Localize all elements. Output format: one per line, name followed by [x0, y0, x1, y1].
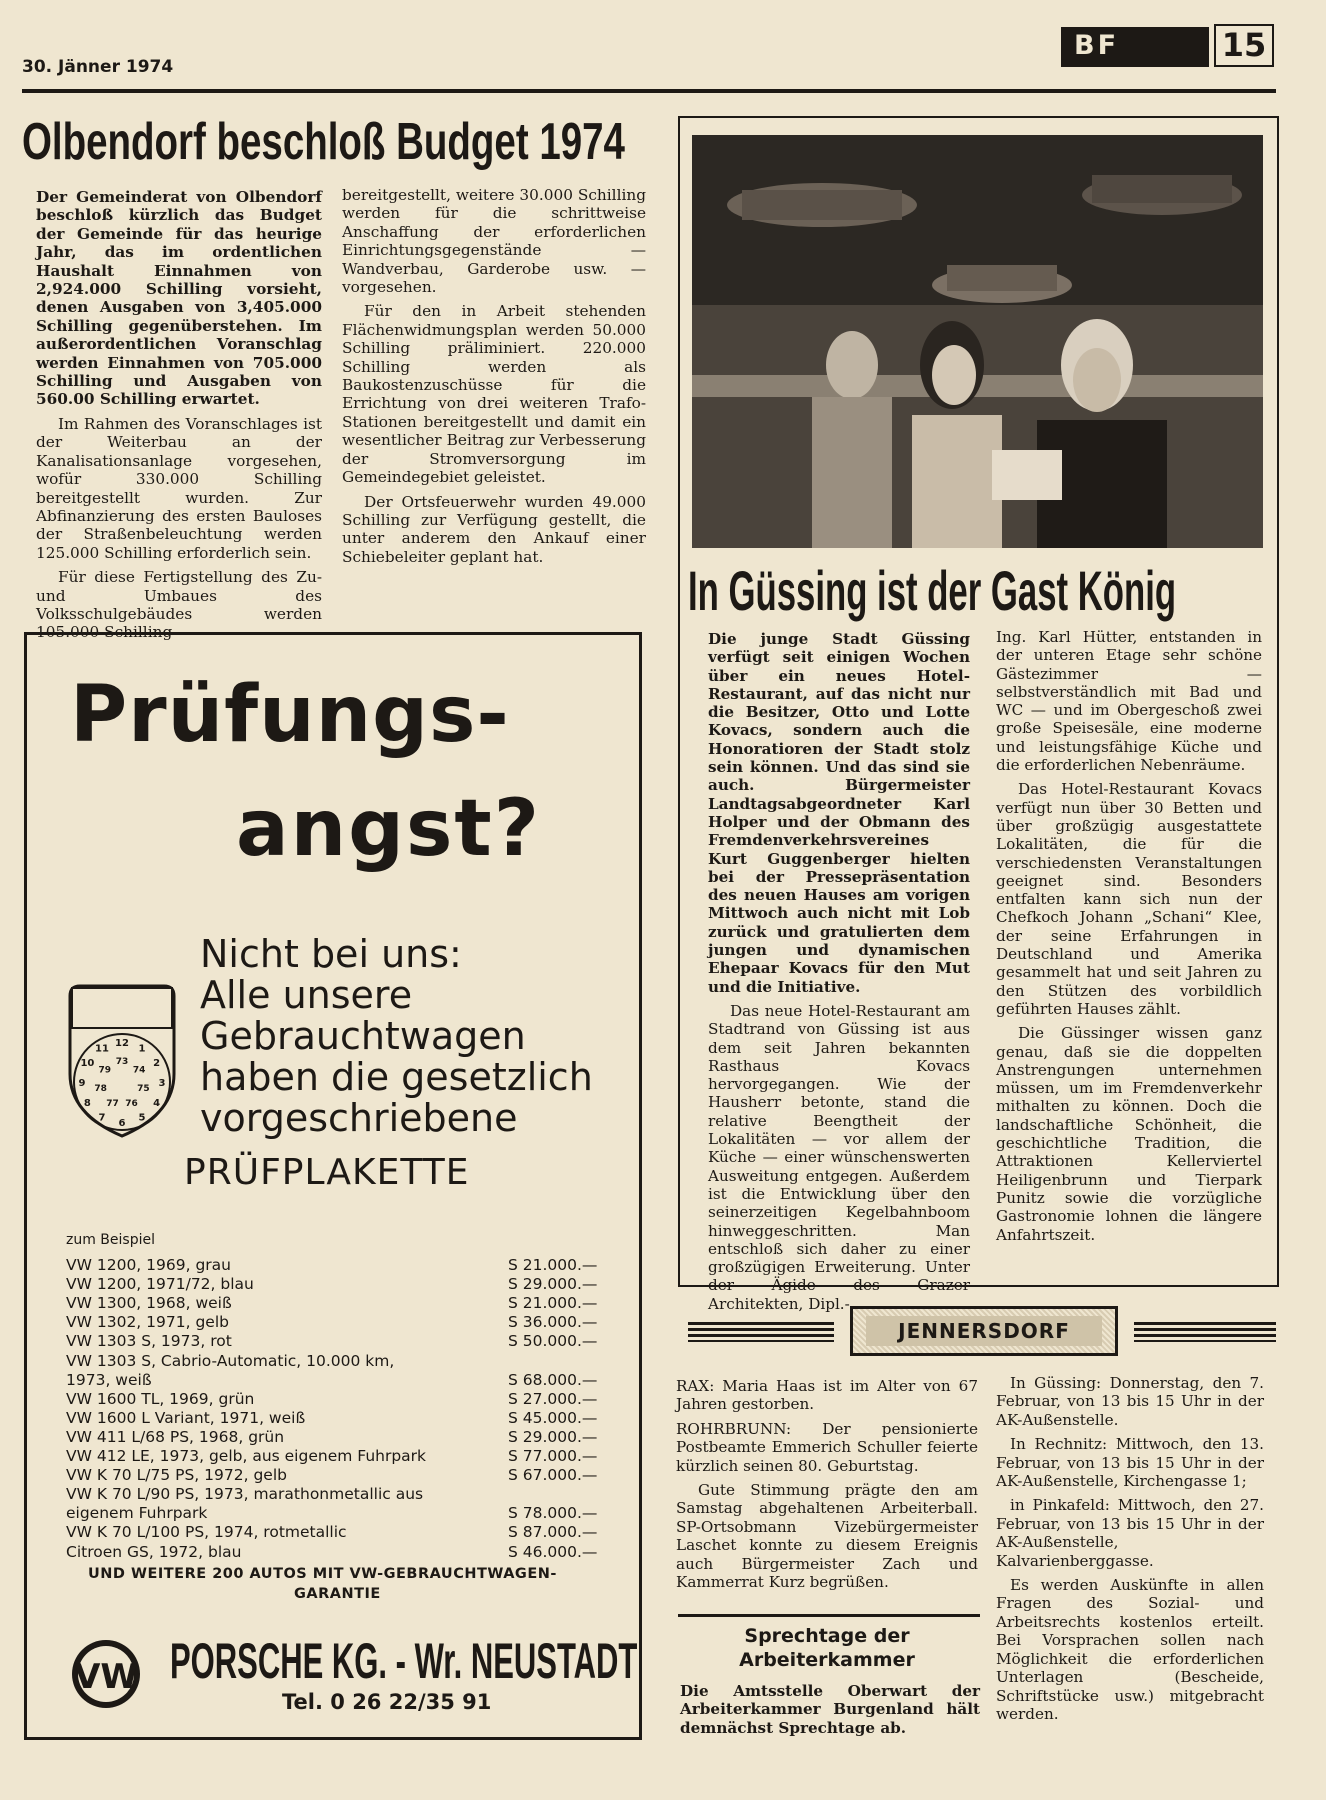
car-price: S 27.000.— — [508, 1389, 598, 1408]
car-price-row — [66, 1256, 616, 1275]
olbendorf-headline: Olbendorf beschloß Budget 1974 — [22, 113, 625, 171]
car-price-row — [66, 1409, 616, 1428]
car-price-row — [66, 1371, 616, 1390]
badge-month-number: 11 — [95, 1043, 109, 1055]
car-description: VW 1600 TL, 1969, grün — [66, 1389, 255, 1408]
inspection-badge-title: PRÜFPLAKETTE — [184, 1152, 470, 1193]
jennersdorf-paragraph: Gute Stimmung prägte den am Samstag abgehaltenen Arbeiterball. SP-Ortsobmann Vizebürgermeister Laschet konnte zu diesem Ereignis auch Bürgermeister Zach und Kammerrat Kurz begrüßen. — [676, 1481, 978, 1592]
car-description: VW 1200, 1969, grau — [66, 1256, 231, 1274]
jennersdorf-left-rule — [688, 1322, 834, 1342]
car-description: 1973, weiß — [66, 1370, 152, 1389]
car-price-row — [66, 1428, 616, 1447]
badge-year-number: 78 — [94, 1083, 107, 1094]
guessing-right-column — [996, 628, 1262, 1244]
car-price-row — [66, 1332, 616, 1351]
inspection-sticker-icon — [66, 982, 178, 1140]
ad-subtext-line: haben die gesetzlich — [200, 1055, 593, 1099]
jennersdorf-paragraph — [676, 1377, 978, 1414]
olbendorf-paragraph: Der Gemeinderat von Olbendorf beschloß kürzlich das Budget der Gemeinde für das heurige Jahr, das im ordentlichen Haushalt Einnahmen von 2,924.000 Schilling vorsieht, denen Ausgaben von 3,405.000 Schilling gegenüberstehen. Im außerordentlichen Voranschlag werden Einnahmen von 705.000 Schilling und Ausgaben von 560.00 Schilling erwartet. — [36, 188, 322, 409]
restaurant-guests-image — [692, 135, 1263, 548]
badge-month-number: 7 — [98, 1112, 106, 1124]
badge-month-number: 2 — [153, 1058, 161, 1069]
ad-headline-line1: Prüfungs- — [70, 670, 510, 760]
guessing-headline: In Güssing ist der Gast König — [688, 559, 1177, 622]
badge-month-number: 9 — [78, 1078, 86, 1089]
ad-subtext-line: Nicht bei uns: — [200, 932, 462, 976]
vw-logo-graphic — [70, 1638, 142, 1710]
ad-subtext-line: vorgeschriebene — [200, 1096, 518, 1140]
dealer-name: PORSCHE KG. - Wr. NEUSTADT — [170, 1633, 638, 1689]
inspection-sticker-graphic — [66, 982, 178, 1140]
vw-logo-icon — [70, 1638, 142, 1710]
jennersdorf-right-rule — [1134, 1322, 1276, 1342]
olbendorf-right-column — [342, 186, 646, 566]
sprechtag-paragraph: In Rechnitz: Mittwoch, den 13. Februar, von 13 bis 15 Uhr in der AK-Außenstelle, Kirchengasse 1; — [996, 1435, 1264, 1491]
car-price-row — [66, 1543, 616, 1562]
car-price: S 78.000.— — [508, 1504, 598, 1523]
olbendorf-left-column — [36, 188, 322, 642]
car-description: eigenem Fuhrpark — [66, 1504, 208, 1523]
car-price-row — [66, 1466, 616, 1485]
sprechtage-intro: Die Amtsstelle Oberwart der Arbeiterkammer Burgenland hält demnächst Sprechtage ab. — [680, 1682, 980, 1737]
car-price: S 68.000.— — [508, 1370, 598, 1389]
sprechtag-paragraph: In Güssing: Donnerstag, den 7. Februar, von 13 bis 15 Uhr in der AK-Außenstelle. — [996, 1374, 1264, 1429]
guessing-left-column — [708, 630, 970, 1313]
ad-footer-line2: GARANTIE — [294, 1586, 381, 1602]
ad-headline-line2: angst? — [236, 784, 541, 874]
badge-year-number: 79 — [98, 1065, 112, 1076]
badge-year-number: 74 — [132, 1065, 146, 1076]
car-price-row — [66, 1352, 616, 1371]
guessing-paragraph: Die junge Stadt Güssing verfügt seit einigen Wochen über ein neues Hotel-Restaurant, auf das nicht nur die Besitzer, Otto und Lotte Kovacs, sondern auch die Honoratioren der Stadt stolz sein können. Und das sind sie auch. Bürgermeister Landtagsabgeordneter Karl Holper und der Obmann des Fremdenverkehrsvereines Kurt Guggenberger hielten bei der Pressepräsentation des neuen Hauses am vorigen Mittwoch auch nicht mit Lob zurück und gratulierten dem jungen und dynamischen Ehepaar Kovacs für den Mut und die Initiative. — [708, 630, 970, 996]
jennersdorf-paragraph — [676, 1420, 978, 1475]
car-price-row — [66, 1447, 616, 1466]
sprechtag-paragraph: in Pinkafeld: Mittwoch, den 27. Februar, von 13 bis 15 Uhr in der AK-Außenstelle, Kalvarienberggasse. — [996, 1496, 1264, 1570]
badge-year-number: 73 — [115, 1057, 129, 1067]
guessing-paragraph: Das neue Hotel-Restaurant am Stadtrand von Güssing ist aus dem seit Jahren bekannten Rasthaus Kovacs hervorgegangen. Wie der Hausherr betonte, stand die relative Beengtheit der Lokalitäten — vor allem der Küche — einer wünschenswerten Ausweitung entgegen. Außerdem ist die Entwicklung über den seinerzeitigen Kegelbahnboom hinweggeschritten. Man entschloß sich daher zu einer großzügigen Erweiterung. Unter der Ägide des Grazer Architekten, Dipl.- — [708, 1001, 970, 1313]
car-description: VW 1200, 1971/72, blau — [66, 1275, 254, 1294]
vw-logo-letters: VW — [74, 1657, 138, 1697]
car-price: S 29.000.— — [508, 1275, 598, 1294]
car-price: S 46.000.— — [508, 1542, 598, 1561]
guessing-paragraph: Das Hotel-Restaurant Kovacs verfügt nun über 30 Betten und über großzügig ausgestattete Lokalitäten, die für die verschiedensten Veranstaltungen geeignet sind. Besonders entfalten kann sich nun der Chefkoch Johann „Schani“ Klee, der seine Erfahrungen in Deutschland und Amerika gesammelt hat und seit Jahren zu den Stützen des vorbildlich geführten Hauses zählt. — [996, 780, 1262, 1018]
badge-year-number: 77 — [106, 1098, 119, 1109]
badge-year-number: 75 — [137, 1083, 150, 1094]
badge-month-number: 1 — [138, 1043, 146, 1055]
jennersdorf-paragraph-text: RAX: Maria Haas ist im Alter von 67 Jahren gestorben. — [676, 1377, 978, 1414]
car-price-row — [66, 1504, 616, 1523]
olbendorf-paragraph: bereitgestellt, weitere 30.000 Schilling werden für die schrittweise Anschaffung der erforderlichen Einrichtungsgegenstände — Wandverbau, Garderobe usw. — vorgesehen. — [342, 186, 646, 297]
car-price-row — [66, 1275, 616, 1294]
car-description: Citroen GS, 1972, blau — [66, 1542, 242, 1561]
section-label: BF — [1074, 30, 1120, 61]
ad-subtext — [200, 934, 593, 1139]
car-price: S 21.000.— — [508, 1256, 598, 1274]
jennersdorf-paragraph-text: ROHRBRUNN: Der pensionierte Postbeamte Emmerich Schuller feierte kürzlich seinen 80. Geburtstag. — [676, 1419, 978, 1475]
car-price: S 45.000.— — [508, 1408, 598, 1427]
page-number: 15 — [1214, 24, 1274, 67]
car-price-row — [66, 1390, 616, 1409]
car-description: VW 1302, 1971, gelb — [66, 1313, 229, 1332]
ad-subtext-line: Gebrauchtwagen — [200, 1014, 526, 1058]
badge-month-number: 4 — [153, 1098, 161, 1109]
car-description: VW K 70 L/100 PS, 1974, rotmetallic — [66, 1523, 347, 1542]
sprechtage-heading — [676, 1624, 978, 1672]
car-price-row — [66, 1485, 616, 1504]
car-price: S 50.000.— — [508, 1332, 598, 1351]
car-price: S 29.000.— — [508, 1427, 598, 1446]
ad-subtext-line: Alle unsere — [200, 973, 413, 1017]
car-description: VW 1303 S, Cabrio-Automatic, 10.000 km, — [66, 1351, 395, 1370]
olbendorf-paragraph: Für diese Fertigstellung des Zu- und Umbaues des Volksschulgebäudes werden 105.000 Schilling — [36, 568, 322, 642]
car-price: S 67.000.— — [508, 1466, 598, 1485]
car-description: VW K 70 L/75 PS, 1972, gelb — [66, 1466, 287, 1485]
guessing-paragraph: Die Güssinger wissen ganz genau, daß sie die doppelten Anstrengungen unternehmen müssen, um im Fremdenverkehr mithalten zu können. Doch die landschaftliche Schönheit, die geschichtliche Tradition, die Attraktionen Kellerviertel Heiligenbrunn und Tierpark Punitz sowie die vorzügliche Gastronomie lohnen die längere Anfahrtszeit. — [996, 1024, 1262, 1244]
olbendorf-paragraph: Für den in Arbeit stehenden Flächenwidmungsplan werden 50.000 Schilling präliminiert. 220.000 Schilling werden als Baukostenzuschüsse für die Errichtung von drei weiteren Trafo-Stationen bereitgestellt und damit ein wesentlicher Beitrag zur Verbesserung der Stromversorgung im Gemeindegebiet geleistet. — [342, 302, 646, 487]
badge-month-number: 10 — [80, 1058, 95, 1069]
car-price: S 77.000.— — [508, 1447, 598, 1465]
badge-month-number: 6 — [118, 1118, 126, 1129]
restaurant-photo — [692, 135, 1263, 548]
car-price: S 87.000.— — [508, 1523, 598, 1542]
car-price: S 21.000.— — [508, 1294, 598, 1313]
sprechtag-paragraph: Es werden Auskünfte in allen Fragen des Sozial- und Arbeitsrechts kostenlos erteilt. Bei Vorsprachen sollen nach Möglichkeit die erforderlichen Unterlagen (Bescheide, Schriftstücke usw.) mitgebracht werden. — [996, 1576, 1264, 1723]
car-description: VW K 70 L/90 PS, 1973, marathonmetallic aus — [66, 1485, 424, 1504]
issue-date: 30. Jänner 1974 — [22, 57, 174, 77]
car-description: VW 411 L/68 PS, 1968, grün — [66, 1427, 285, 1446]
car-description: VW 1303 S, 1973, rot — [66, 1332, 232, 1351]
car-price-row — [66, 1523, 616, 1542]
car-description: VW 1300, 1968, weiß — [66, 1294, 232, 1313]
jennersdorf-right-column — [996, 1374, 1264, 1723]
car-description: VW 412 LE, 1973, gelb, aus eigenem Fuhrpark — [66, 1447, 427, 1465]
badge-month-number: 8 — [83, 1098, 91, 1109]
sprechtage-heading-line: Arbeiterkammer — [739, 1649, 915, 1671]
jennersdorf-heading: JENNERSDORF — [866, 1316, 1102, 1346]
badge-year-number: 76 — [125, 1098, 138, 1109]
ad-example-label: zum Beispiel — [66, 1232, 155, 1248]
sprechtage-heading-line: Sprechtage der — [744, 1625, 910, 1647]
car-price-row — [66, 1294, 616, 1313]
header-rule — [22, 89, 1276, 93]
jennersdorf-left-column — [676, 1377, 978, 1591]
sprechtage-rule — [678, 1614, 980, 1617]
car-price-row — [66, 1313, 616, 1332]
car-price: S 36.000.— — [508, 1313, 598, 1332]
badge-month-number: 5 — [138, 1112, 146, 1124]
ad-footer-line1: UND WEITERE 200 AUTOS MIT VW-GEBRAUCHTWAGEN- — [88, 1566, 557, 1582]
guessing-paragraph: Ing. Karl Hütter, entstanden in der unteren Etage sehr schöne Gästezimmer — selbstverständlich mit Bad und WC — und im Obergeschoß zwei große Speisesäle, eine moderne und leistungsfähige Küche und die erforderlichen Nebenräume. — [996, 628, 1262, 775]
badge-month-number: 12 — [115, 1038, 129, 1049]
olbendorf-paragraph: Der Ortsfeuerwehr wurden 49.000 Schilling zur Verfügung gestellt, die unter anderem den Ankauf einer Schiebeleiter geplant hat. — [342, 492, 646, 566]
badge-month-number: 3 — [158, 1078, 166, 1089]
car-description: VW 1600 L Variant, 1971, weiß — [66, 1408, 306, 1427]
olbendorf-paragraph: Im Rahmen des Voranschlages ist der Weiterbau an der Kanalisationsanlage vorgesehen, wofür 330.000 Schilling bereitgestellt wurden. Zur Abfinanzierung des ersten Bauloses der Straßenbeleuchtung werden 125.000 Schilling erforderlich sein. — [36, 414, 322, 562]
dealer-phone: Tel. 0 26 22/35 91 — [282, 1690, 492, 1714]
